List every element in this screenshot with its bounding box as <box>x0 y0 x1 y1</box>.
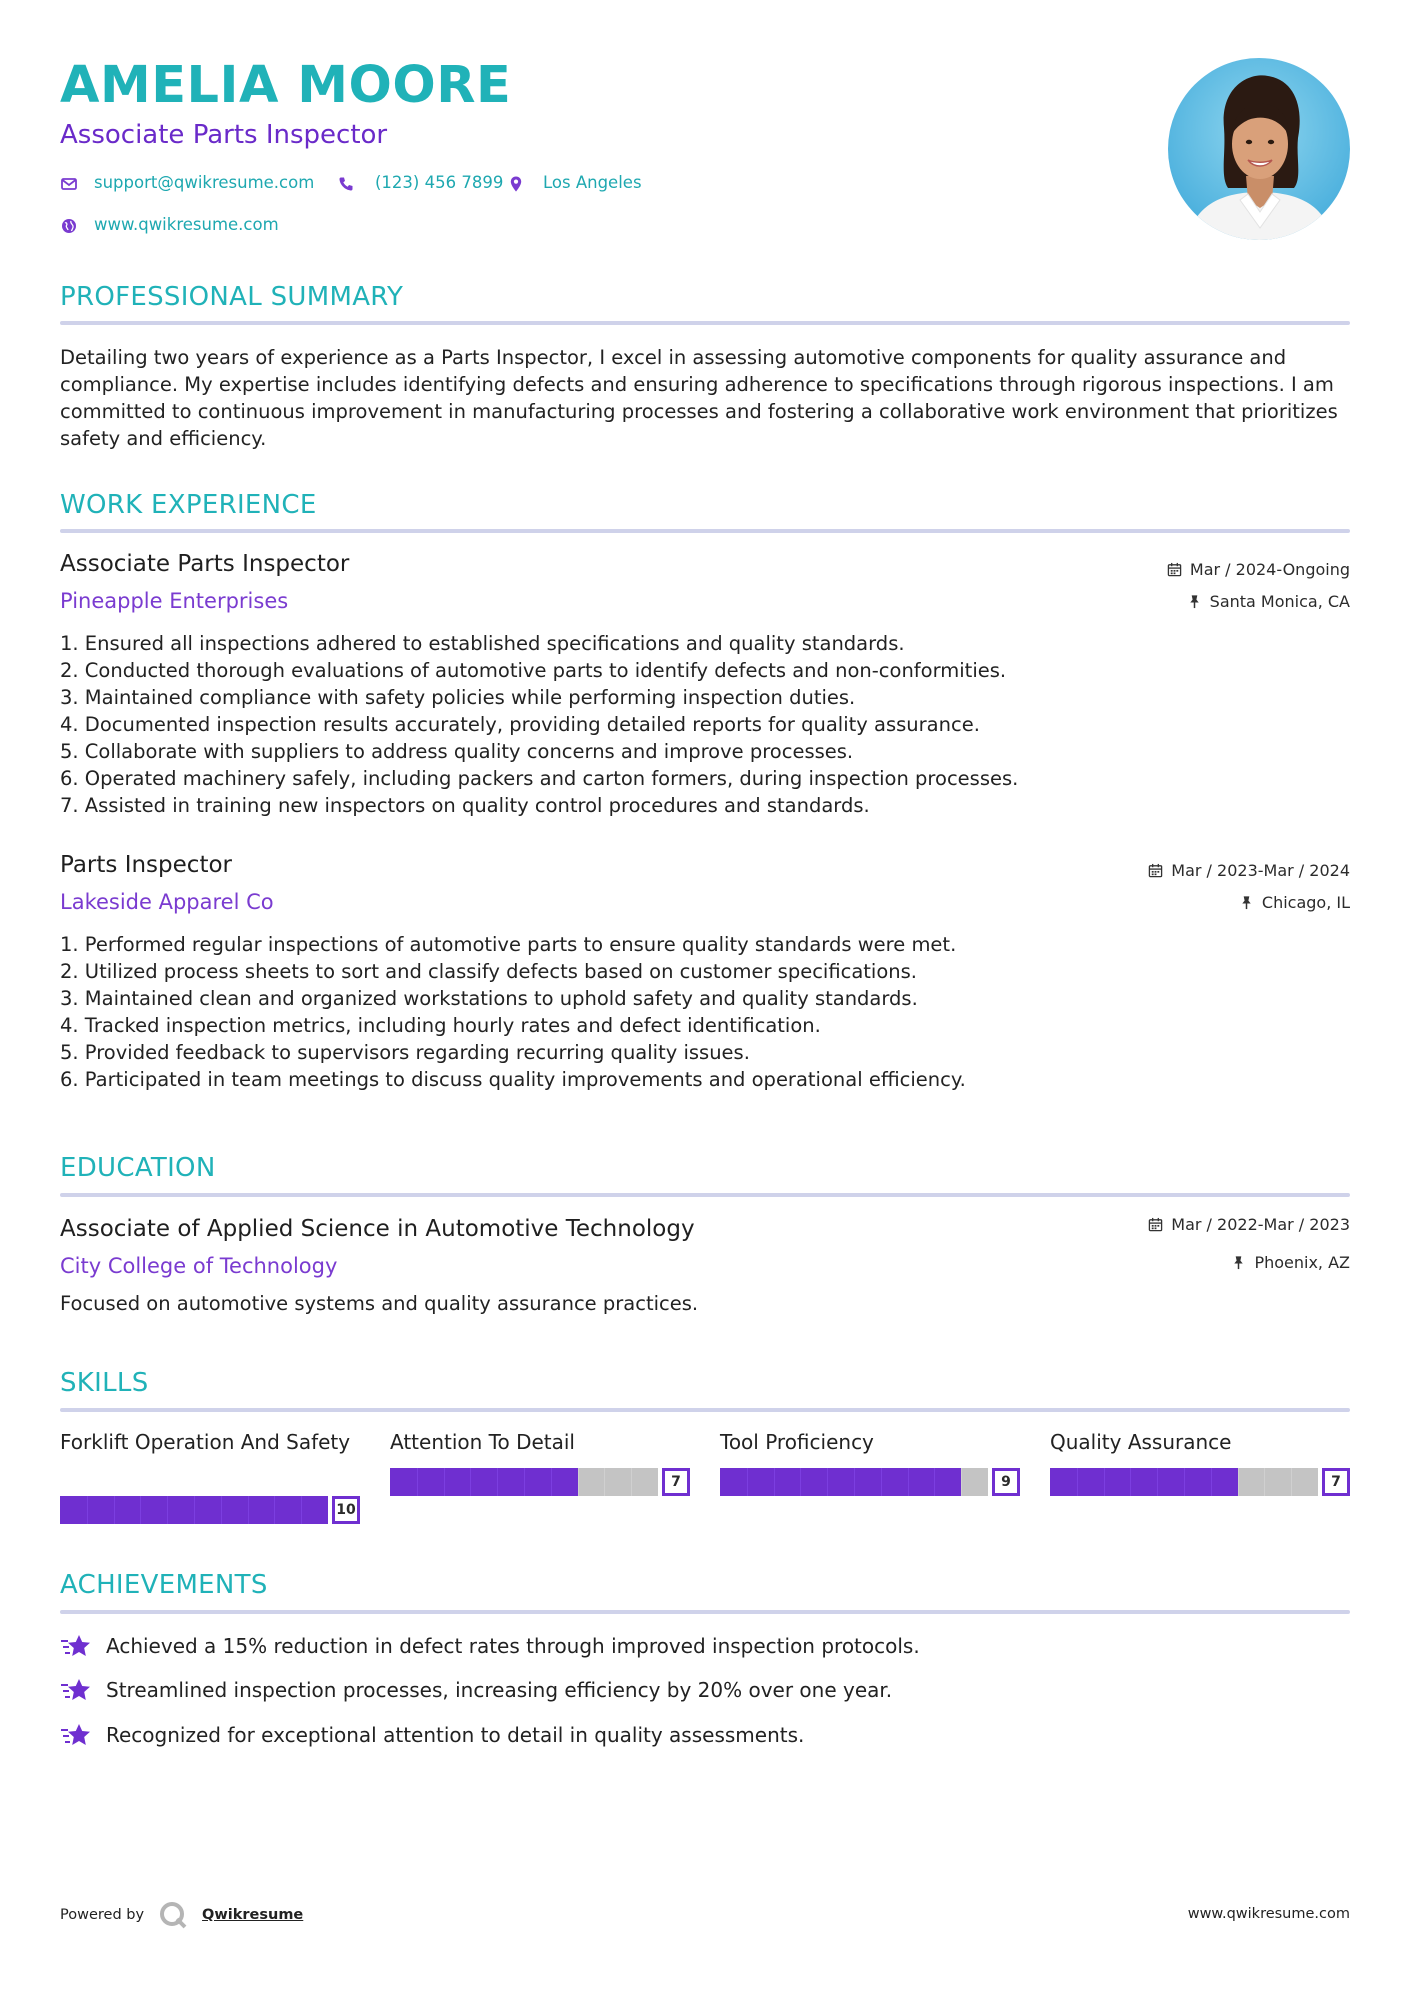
skill-bar-segment <box>301 1496 328 1524</box>
skill-bar-segment <box>470 1468 497 1496</box>
skill-bar-segment <box>524 1468 551 1496</box>
skill-bar-segment <box>274 1496 301 1524</box>
list-item: 3. Maintained compliance with safety policies while performing inspection duties. <box>60 686 856 709</box>
education-dates-text: Mar / 2022-Mar / 2023 <box>1171 1215 1350 1234</box>
skill-bar-segment <box>194 1496 221 1524</box>
skill-bar-segment <box>167 1496 194 1524</box>
summary-text: Detailing two years of experience as a Parts Inspector, I excel in assessing automotive components for quality assurance and compliance. My expertise includes identifying defects and ensuring adherence to specifications through rigorous inspections. I am committed to continuous improvement in manufacturing processes and fostering a collaborative work environment that prioritizes safety and efficiency. <box>60 346 1338 450</box>
skill-bar-segment <box>720 1468 747 1496</box>
footer-website[interactable]: www.qwikresume.com <box>1187 1906 1350 1922</box>
skill-bar-segment <box>934 1468 961 1496</box>
education-description: Focused on automotive systems and quality assurance practices. <box>60 1292 699 1315</box>
skill-bar-segment <box>221 1496 248 1524</box>
education-dates <box>1148 1215 1350 1234</box>
skill-bar-segment <box>248 1496 275 1524</box>
job-dates <box>1167 560 1350 579</box>
skill-bar-segment <box>1104 1468 1131 1496</box>
skill-bar-segment <box>114 1496 141 1524</box>
skill-bar-segment <box>1264 1468 1291 1496</box>
skill-level-value: 10 <box>332 1496 360 1524</box>
pushpin-icon <box>1231 1255 1246 1270</box>
skill-bar-segment <box>631 1468 658 1496</box>
section-divider <box>60 1193 1350 1197</box>
achievement-text: Achieved a 15% reduction in defect rates through improved inspection protocols. <box>106 1634 920 1658</box>
list-item: 6. Operated machinery safely, including packers and carton formers, during inspection processes. <box>60 767 1019 790</box>
skill-bar-segment <box>497 1468 524 1496</box>
calendar-icon <box>1148 863 1163 878</box>
job-role: Associate Parts Inspector <box>60 551 350 577</box>
skill-bar-segment <box>604 1468 631 1496</box>
star-icon <box>60 1632 92 1660</box>
skill-name: Attention To Detail <box>390 1430 575 1454</box>
skill-bar-segment <box>140 1496 167 1524</box>
resume-page <box>60 0 1350 1990</box>
candidate-title: Associate Parts Inspector <box>60 120 388 150</box>
phone-icon <box>337 175 355 193</box>
phone-number[interactable]: (123) 456 7899 <box>375 173 504 192</box>
skill-item <box>390 1429 690 1456</box>
star-icon <box>60 1676 92 1704</box>
education-school: City College of Technology <box>60 1254 338 1278</box>
location-text: Los Angeles <box>543 173 642 192</box>
achievement-item <box>60 1721 804 1749</box>
list-item: 5. Provided feedback to supervisors regarding recurring quality issues. <box>60 1041 750 1064</box>
skills-heading: SKILLS <box>60 1368 149 1398</box>
skill-bar-segment <box>1211 1468 1238 1496</box>
achievements-heading: ACHIEVEMENTS <box>60 1570 268 1600</box>
section-divider <box>60 1408 1350 1412</box>
skill-bar-segment <box>60 1496 87 1524</box>
skill-bar-segment <box>87 1496 114 1524</box>
skill-bar-segment <box>774 1468 801 1496</box>
education-degree: Associate of Applied Science in Automotive Technology <box>60 1216 695 1242</box>
skill-name: Tool Proficiency <box>720 1430 874 1454</box>
skill-bar-segment <box>881 1468 908 1496</box>
list-item: 6. Participated in team meetings to discuss quality improvements and operational efficiency. <box>60 1068 966 1091</box>
job-location <box>1187 592 1350 611</box>
list-item: 2. Utilized process sheets to sort and classify defects based on customer specifications. <box>60 960 918 983</box>
skill-bar-segment <box>908 1468 935 1496</box>
skill-bar-segment <box>1184 1468 1211 1496</box>
achievement-item <box>60 1632 920 1660</box>
list-item: 7. Assisted in training new inspectors on quality control procedures and standards. <box>60 794 870 817</box>
job-company: Pineapple Enterprises <box>60 589 289 613</box>
skill-bar-segment <box>444 1468 471 1496</box>
skill-level-value: 7 <box>662 1468 690 1496</box>
list-item: 2. Conducted thorough evaluations of automotive parts to identify defects and non-conformities. <box>60 659 1007 682</box>
education-location-text: Phoenix, AZ <box>1254 1253 1350 1272</box>
skill-bar-segment <box>827 1468 854 1496</box>
skill-item <box>60 1429 360 1456</box>
job-company: Lakeside Apparel Co <box>60 890 274 914</box>
email-link[interactable]: support@qwikresume.com <box>94 173 315 192</box>
list-item: 4. Tracked inspection metrics, including hourly rates and defect identification. <box>60 1014 821 1037</box>
list-item: 4. Documented inspection results accurately, providing detailed reports for quality assurance. <box>60 713 980 736</box>
job-bullets <box>60 630 1018 819</box>
achievement-text: Recognized for exceptional attention to detail in quality assessments. <box>106 1723 805 1747</box>
skill-bar-segment <box>961 1468 988 1496</box>
skill-level-value: 7 <box>1322 1468 1350 1496</box>
job-dates-text: Mar / 2024-Ongoing <box>1189 560 1350 579</box>
skill-name: Forklift Operation And Safety <box>60 1430 351 1454</box>
skill-bar-segment <box>551 1468 578 1496</box>
calendar-icon <box>1167 562 1182 577</box>
achievement-text: Streamlined inspection processes, increasing efficiency by 20% over one year. <box>106 1678 893 1702</box>
skill-bar-segment <box>800 1468 827 1496</box>
job-dates <box>1148 861 1350 880</box>
section-divider <box>60 321 1350 325</box>
skill-bar <box>60 1496 360 1524</box>
pushpin-icon <box>1239 895 1254 910</box>
achievement-item <box>60 1676 892 1704</box>
qwikresume-link[interactable]: Qwikresume <box>202 1907 304 1923</box>
globe-icon <box>60 217 78 235</box>
skill-level-value: 9 <box>992 1468 1020 1496</box>
skill-bar <box>720 1468 1020 1496</box>
pushpin-icon <box>1187 594 1202 609</box>
list-item: 1. Ensured all inspections adhered to established specifications and quality standards. <box>60 632 905 655</box>
skill-bar-segment <box>1077 1468 1104 1496</box>
list-item: 1. Performed regular inspections of automotive parts to ensure quality standards were met. <box>60 933 957 956</box>
list-item: 5. Collaborate with suppliers to address quality concerns and improve processes. <box>60 740 854 763</box>
powered-by-label: Powered by <box>60 1907 145 1923</box>
skill-bar <box>1050 1468 1350 1496</box>
envelope-icon <box>60 175 78 193</box>
job-bullets <box>60 931 966 1093</box>
website-link[interactable]: www.qwikresume.com <box>94 215 279 234</box>
skill-bar-segment <box>1130 1468 1157 1496</box>
skill-bar-segment <box>1157 1468 1184 1496</box>
skill-bar-segment <box>390 1468 417 1496</box>
profile-photo <box>1168 58 1350 240</box>
skill-name: Quality Assurance <box>1050 1430 1232 1454</box>
candidate-name: AMELIA MOORE <box>60 56 512 115</box>
map-pin-icon <box>507 175 525 193</box>
star-icon <box>60 1721 92 1749</box>
summary-heading: PROFESSIONAL SUMMARY <box>60 282 404 312</box>
skill-item <box>720 1429 1020 1456</box>
education-location <box>1231 1253 1350 1272</box>
footer-powered-by <box>60 1900 303 1930</box>
skill-bar-segment <box>578 1468 605 1496</box>
skill-bar-segment <box>854 1468 881 1496</box>
job-location-text: Santa Monica, CA <box>1209 592 1350 611</box>
job-location-text: Chicago, IL <box>1261 893 1350 912</box>
job-dates-text: Mar / 2023-Mar / 2024 <box>1171 861 1350 880</box>
skill-bar-segment <box>1238 1468 1265 1496</box>
skill-bar-segment <box>747 1468 774 1496</box>
job-location <box>1239 893 1350 912</box>
skill-bar-segment <box>1291 1468 1318 1496</box>
experience-heading: WORK EXPERIENCE <box>60 490 317 520</box>
list-item: 3. Maintained clean and organized workstations to uphold safety and quality standards. <box>60 987 918 1010</box>
job-role: Parts Inspector <box>60 852 232 878</box>
education-heading: EDUCATION <box>60 1153 216 1183</box>
qwikresume-logo-icon <box>158 1900 188 1930</box>
section-divider <box>60 529 1350 533</box>
section-divider <box>60 1610 1350 1614</box>
skill-bar-segment <box>1050 1468 1077 1496</box>
skill-item <box>1050 1429 1350 1456</box>
calendar-icon <box>1148 1217 1163 1232</box>
skill-bar <box>390 1468 690 1496</box>
skill-bar-segment <box>417 1468 444 1496</box>
